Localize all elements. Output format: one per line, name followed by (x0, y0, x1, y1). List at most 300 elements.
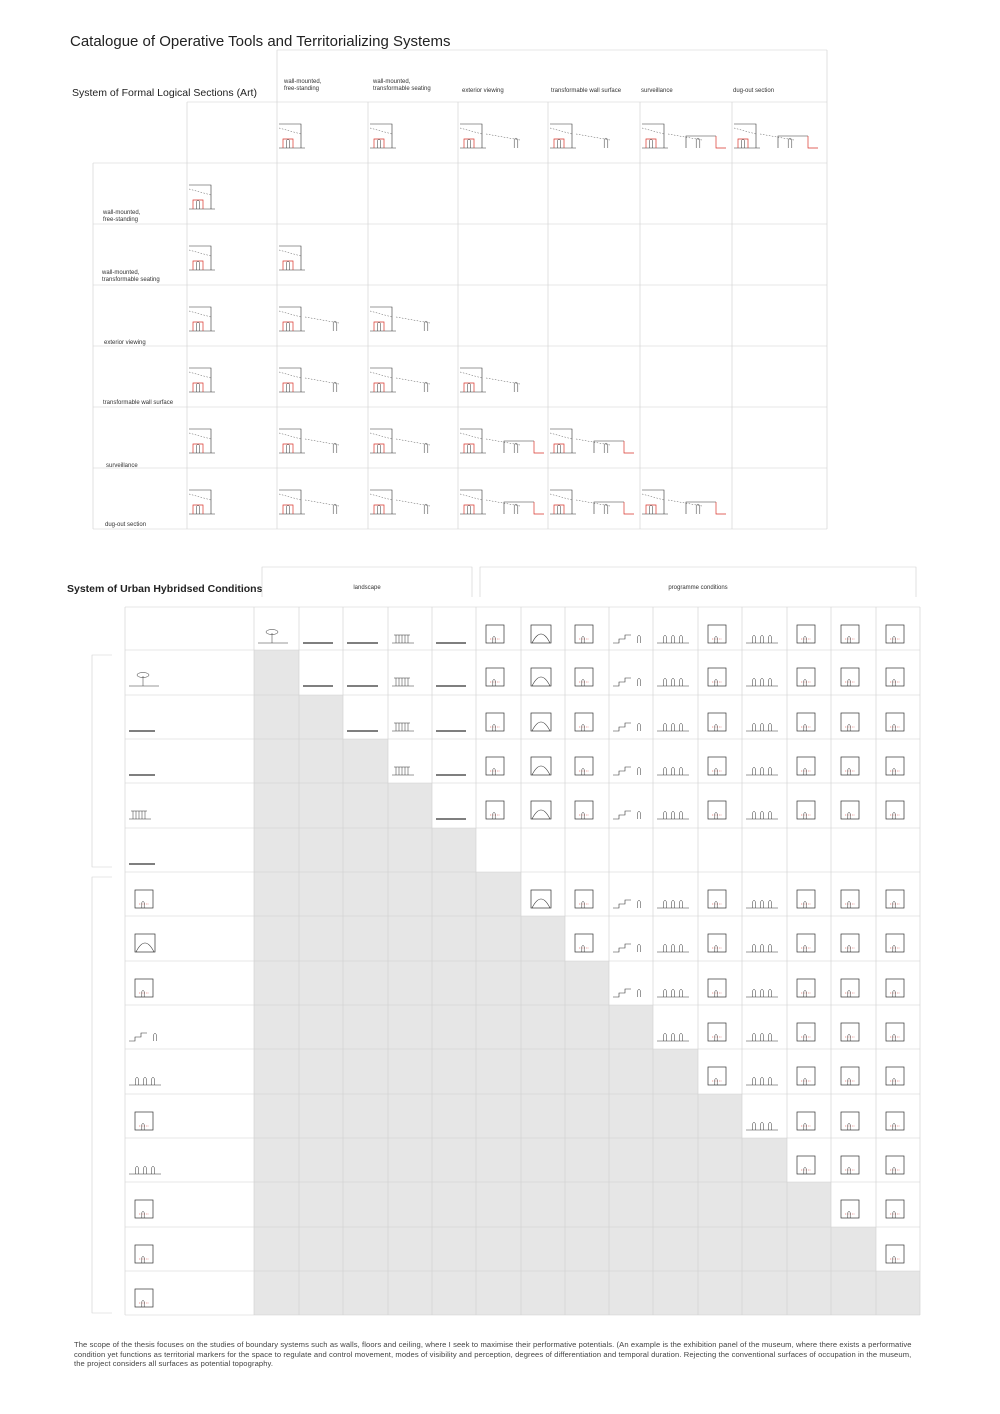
section-mark (189, 368, 211, 392)
accent-mark (464, 505, 474, 514)
figure-mark (664, 1033, 667, 1041)
shaded-cell (521, 916, 565, 961)
shaded-cell (653, 1138, 698, 1182)
shaded-cell (432, 1182, 476, 1227)
figure-mark (514, 138, 518, 148)
shaded-cell (388, 783, 432, 828)
figure-mark (424, 321, 428, 331)
section2-title: System of Urban Hybridsed Conditions (67, 583, 263, 595)
accent-mark (193, 261, 203, 270)
section-mark (460, 124, 482, 148)
figure-mark (753, 767, 756, 775)
figure-mark (804, 901, 806, 908)
sightline-mark (279, 250, 301, 256)
shaded-cell (787, 1182, 831, 1227)
shaded-cell (609, 1182, 653, 1227)
figure-mark (848, 1034, 850, 1041)
accent-mark (464, 383, 474, 392)
shaded-cell (299, 1049, 343, 1094)
figure-mark (638, 767, 641, 775)
arch-mark (532, 634, 550, 643)
shaded-cell (254, 872, 299, 916)
figure-mark (154, 1033, 157, 1041)
figure-mark (761, 1077, 764, 1085)
shaded-cell (343, 828, 388, 872)
figure-mark (582, 724, 584, 731)
accent-mark (283, 505, 293, 514)
section1-column-header: exterior viewing (462, 88, 504, 94)
arch-mark (136, 943, 154, 952)
accent-mark (193, 383, 203, 392)
shaded-cell (476, 1271, 521, 1315)
section-mark (594, 441, 624, 453)
sightline-mark (189, 311, 211, 317)
figure-mark (893, 679, 895, 686)
accent-mark (193, 505, 203, 514)
figure-mark (893, 945, 895, 952)
shaded-cell (432, 1138, 476, 1182)
figure-mark (761, 944, 764, 952)
figure-mark (142, 1123, 144, 1130)
figure-mark (333, 321, 337, 331)
figure-mark (893, 1034, 895, 1041)
figure-mark (493, 679, 495, 686)
caption-text: The scope of the thesis focuses on the studies of boundary systems such as walls, floors and ceiling, where I seek to maximise their performative potentials. (An example is the exhibition panel of the museum, where there exists a performative condition yet functions as territorial markers for the space to regulate and control movement, modes of visibility and perception, degrees of differentiation and temporal duration. Rejecting the conventional surfaces of occupation in the museum, the project considers all surfaces as potential topography. (74, 1340, 912, 1369)
figure-mark (286, 322, 289, 331)
section-mark (189, 490, 211, 514)
figure-mark (680, 635, 683, 643)
shaded-cell (254, 961, 299, 1005)
figure-mark (753, 635, 756, 643)
shaded-cell (388, 961, 432, 1005)
figure-mark (467, 505, 470, 514)
stair-mark (129, 1033, 147, 1041)
shaded-cell (787, 1271, 831, 1315)
figure-mark (769, 811, 772, 819)
figure-mark (493, 768, 495, 775)
shaded-cell (609, 1094, 653, 1138)
accent-mark (283, 444, 293, 453)
shaded-cell (343, 961, 388, 1005)
section-mark (550, 490, 572, 514)
shaded-cell (432, 1094, 476, 1138)
group-frame-programme (480, 567, 916, 597)
shaded-cell (254, 1182, 299, 1227)
figure-mark (196, 322, 199, 331)
shaded-cell (476, 916, 521, 961)
figure-mark (582, 768, 584, 775)
accent-mark (554, 139, 564, 148)
figure-mark (893, 1256, 895, 1263)
section-mark (279, 246, 301, 270)
section1-row-header: wall-mounted, transformable seating (102, 270, 160, 283)
figure-mark (493, 812, 495, 819)
figure-mark (715, 1034, 717, 1041)
accent-mark (554, 444, 564, 453)
figure-mark (761, 723, 764, 731)
figure-mark (769, 1077, 772, 1085)
shaded-cell (521, 1227, 565, 1271)
figure-mark (664, 678, 667, 686)
shaded-cell (343, 1271, 388, 1315)
sightline-mark (370, 494, 392, 500)
figure-mark (848, 945, 850, 952)
section1-row-header: wall-mounted, free-standing (103, 210, 141, 223)
shaded-cell (742, 1182, 787, 1227)
shaded-cell (299, 1094, 343, 1138)
shaded-cell (299, 695, 343, 739)
shaded-cell (521, 1094, 565, 1138)
figure-mark (582, 812, 584, 819)
shaded-cell (254, 695, 299, 739)
figure-mark (769, 635, 772, 643)
section-mark (642, 124, 664, 148)
figure-mark (715, 812, 717, 819)
shaded-cell (742, 1227, 787, 1271)
sightline-mark (550, 433, 572, 439)
figure-mark (649, 139, 652, 148)
sightline-mark (189, 494, 211, 500)
figure-mark (664, 635, 667, 643)
figure-mark (769, 900, 772, 908)
shaded-cell (299, 783, 343, 828)
shaded-cell (388, 1182, 432, 1227)
figure-mark (761, 1033, 764, 1041)
figure-mark (672, 944, 675, 952)
figure-mark (377, 322, 380, 331)
sightline-mark (460, 372, 482, 378)
figure-mark (893, 812, 895, 819)
figure-mark (557, 505, 560, 514)
figure-mark (514, 504, 518, 514)
shaded-cell (831, 1271, 876, 1315)
figure-mark (680, 989, 683, 997)
section-mark (550, 124, 572, 148)
figure-mark (638, 811, 641, 819)
shaded-cell (609, 1049, 653, 1094)
accent-mark (646, 139, 656, 148)
shaded-cell (432, 828, 476, 872)
section-mark (370, 124, 392, 148)
shaded-cell (876, 1271, 920, 1315)
figure-mark (893, 1123, 895, 1130)
accent-mark (716, 502, 726, 514)
sightline-mark (370, 128, 392, 134)
figure-mark (804, 636, 806, 643)
section-mark (279, 124, 301, 148)
shaded-cell (742, 1138, 787, 1182)
shaded-cell (609, 1005, 653, 1049)
figure-mark (557, 444, 560, 453)
section-mark (642, 490, 664, 514)
figure-mark (715, 636, 717, 643)
accent-mark (374, 505, 384, 514)
shaded-cell (476, 1049, 521, 1094)
shaded-cell (388, 1138, 432, 1182)
shaded-cell (698, 1271, 742, 1315)
figure-mark (333, 504, 337, 514)
sightline-mark (734, 128, 756, 134)
shaded-cell (432, 961, 476, 1005)
shaded-cell (254, 1094, 299, 1138)
shaded-cell (343, 1227, 388, 1271)
accent-mark (193, 444, 203, 453)
figure-mark (604, 504, 608, 514)
sightline-mark (189, 372, 211, 378)
figure-mark (848, 768, 850, 775)
figure-mark (664, 900, 667, 908)
shaded-cell (432, 1271, 476, 1315)
shaded-cell (565, 1005, 609, 1049)
shaded-cell (521, 961, 565, 1005)
sightline-mark (460, 433, 482, 439)
shaded-cell (254, 828, 299, 872)
section1-row-header: transformable wall surface (103, 400, 174, 406)
figure-mark (467, 139, 470, 148)
figure-mark (848, 724, 850, 731)
shaded-cell (388, 1227, 432, 1271)
figure-mark (638, 900, 641, 908)
figure-mark (753, 944, 756, 952)
shaded-cell (521, 1005, 565, 1049)
stair-mark (613, 635, 631, 643)
stair-mark (613, 767, 631, 775)
figure-mark (715, 990, 717, 997)
shaded-cell (343, 872, 388, 916)
accent-mark (534, 502, 544, 514)
accent-mark (283, 261, 293, 270)
figure-mark (136, 1077, 139, 1085)
figure-mark (377, 383, 380, 392)
shaded-cell (299, 916, 343, 961)
figure-mark (136, 1166, 139, 1174)
section1-column-header: surveillance (641, 88, 673, 94)
shaded-cell (653, 1049, 698, 1094)
figure-mark (514, 382, 518, 392)
shaded-cell (343, 1138, 388, 1182)
shaded-cell (299, 1227, 343, 1271)
shaded-cell (432, 1049, 476, 1094)
figure-mark (804, 724, 806, 731)
figure-mark (761, 989, 764, 997)
section1-column-header: transformable wall surface (551, 88, 622, 94)
section-mark (279, 368, 301, 392)
shaded-cell (299, 739, 343, 783)
figure-mark (680, 767, 683, 775)
figure-mark (893, 636, 895, 643)
sightline-mark (550, 494, 572, 500)
arch-mark (532, 766, 550, 775)
figure-mark (557, 139, 560, 148)
figure-mark (286, 139, 289, 148)
shaded-cell (565, 1182, 609, 1227)
figure-mark (788, 138, 792, 148)
shaded-cell (388, 1049, 432, 1094)
figure-mark (152, 1166, 155, 1174)
shaded-cell (388, 828, 432, 872)
figure-mark (286, 383, 289, 392)
section-mark (734, 124, 756, 148)
shaded-cell (343, 1005, 388, 1049)
figure-mark (286, 444, 289, 453)
figure-mark (741, 139, 744, 148)
shaded-cell (476, 1005, 521, 1049)
figure-mark (664, 944, 667, 952)
section-mark (686, 502, 716, 514)
figure-mark (753, 678, 756, 686)
figure-mark (753, 811, 756, 819)
figure-mark (893, 1078, 895, 1085)
shaded-cell (343, 1094, 388, 1138)
figure-mark (680, 900, 683, 908)
figure-mark (664, 811, 667, 819)
figure-mark (715, 724, 717, 731)
figure-mark (638, 678, 641, 686)
figure-mark (753, 1122, 756, 1130)
section1-column-header: dug-out section (733, 88, 775, 94)
shaded-cell (299, 872, 343, 916)
shaded-cell (343, 916, 388, 961)
accent-mark (374, 444, 384, 453)
section-mark (189, 307, 211, 331)
section-mark (504, 502, 534, 514)
shaded-cell (388, 916, 432, 961)
stair-mark (613, 944, 631, 952)
sightline-mark (642, 494, 664, 500)
shaded-cell (653, 1182, 698, 1227)
section-mark (189, 429, 211, 453)
figure-mark (715, 901, 717, 908)
shaded-cell (254, 1271, 299, 1315)
figure-mark (761, 635, 764, 643)
figure-mark (804, 1034, 806, 1041)
figure-mark (196, 200, 199, 209)
shaded-cell (388, 1005, 432, 1049)
shaded-cell (476, 1138, 521, 1182)
accent-mark (716, 136, 726, 148)
figure-mark (142, 1300, 144, 1307)
sightline-mark (642, 128, 664, 134)
figure-mark (804, 1167, 806, 1174)
figure-mark (649, 505, 652, 514)
section-mark (550, 429, 572, 453)
section1-column-header: wall-mounted, free-standing (284, 79, 322, 92)
figure-mark (196, 261, 199, 270)
figure-mark (582, 679, 584, 686)
section-mark (279, 307, 301, 331)
shaded-cell (653, 1227, 698, 1271)
figure-mark (672, 900, 675, 908)
figure-mark (680, 944, 683, 952)
figure-mark (761, 678, 764, 686)
figure-mark (582, 636, 584, 643)
arch-mark (532, 810, 550, 819)
shaded-cell (476, 1094, 521, 1138)
figure-mark (848, 636, 850, 643)
figure-mark (769, 723, 772, 731)
section-mark (279, 429, 301, 453)
figure-mark (604, 443, 608, 453)
figure-mark (144, 1166, 147, 1174)
accent-mark (193, 200, 203, 209)
sightline-mark (279, 372, 301, 378)
figure-mark (761, 811, 764, 819)
shaded-cell (299, 1271, 343, 1315)
shaded-cell (698, 1138, 742, 1182)
figure-mark (848, 812, 850, 819)
stair-mark (613, 723, 631, 731)
arch-mark (532, 899, 550, 908)
figure-mark (680, 723, 683, 731)
shaded-cell (742, 1271, 787, 1315)
figure-mark (333, 443, 337, 453)
shaded-cell (432, 872, 476, 916)
section-mark (686, 136, 716, 148)
sightline-mark (370, 372, 392, 378)
section-mark (460, 429, 482, 453)
figure-mark (769, 989, 772, 997)
shaded-cell (388, 1271, 432, 1315)
group-label-landscape: landscape (353, 585, 381, 591)
sightline-mark (370, 433, 392, 439)
figure-mark (664, 723, 667, 731)
page-title: Catalogue of Operative Tools and Territorializing Systems (70, 33, 451, 50)
figure-mark (893, 724, 895, 731)
figure-mark (893, 1211, 895, 1218)
accent-mark (554, 505, 564, 514)
figure-mark (715, 679, 717, 686)
figure-mark (848, 901, 850, 908)
figure-mark (672, 1033, 675, 1041)
shaded-cell (521, 1049, 565, 1094)
shaded-cell (831, 1227, 876, 1271)
shaded-cell (565, 1094, 609, 1138)
accent-mark (624, 502, 634, 514)
figure-mark (804, 679, 806, 686)
figure-mark (804, 945, 806, 952)
accent-mark (534, 441, 544, 453)
accent-mark (464, 444, 474, 453)
shaded-cell (299, 1005, 343, 1049)
shaded-cell (476, 961, 521, 1005)
figure-mark (848, 679, 850, 686)
section-mark (370, 368, 392, 392)
shaded-cell (476, 1227, 521, 1271)
figure-mark (804, 812, 806, 819)
figure-mark (893, 990, 895, 997)
accent-mark (283, 139, 293, 148)
section-mark (189, 246, 211, 270)
sightline-mark (460, 494, 482, 500)
shaded-cell (521, 1271, 565, 1315)
sightline-mark (279, 311, 301, 317)
shaded-cell (565, 1227, 609, 1271)
shaded-cell (299, 1138, 343, 1182)
figure-mark (848, 1211, 850, 1218)
accent-mark (374, 139, 384, 148)
figure-mark (196, 444, 199, 453)
figure-mark (672, 989, 675, 997)
section1-row-header: surveillance (106, 463, 138, 469)
sightline-mark (279, 494, 301, 500)
row-group-bracket (92, 655, 112, 867)
section-mark (778, 136, 808, 148)
figure-mark (196, 505, 199, 514)
figure-mark (638, 635, 641, 643)
figure-mark (467, 444, 470, 453)
figure-mark (696, 138, 700, 148)
figure-mark (769, 678, 772, 686)
